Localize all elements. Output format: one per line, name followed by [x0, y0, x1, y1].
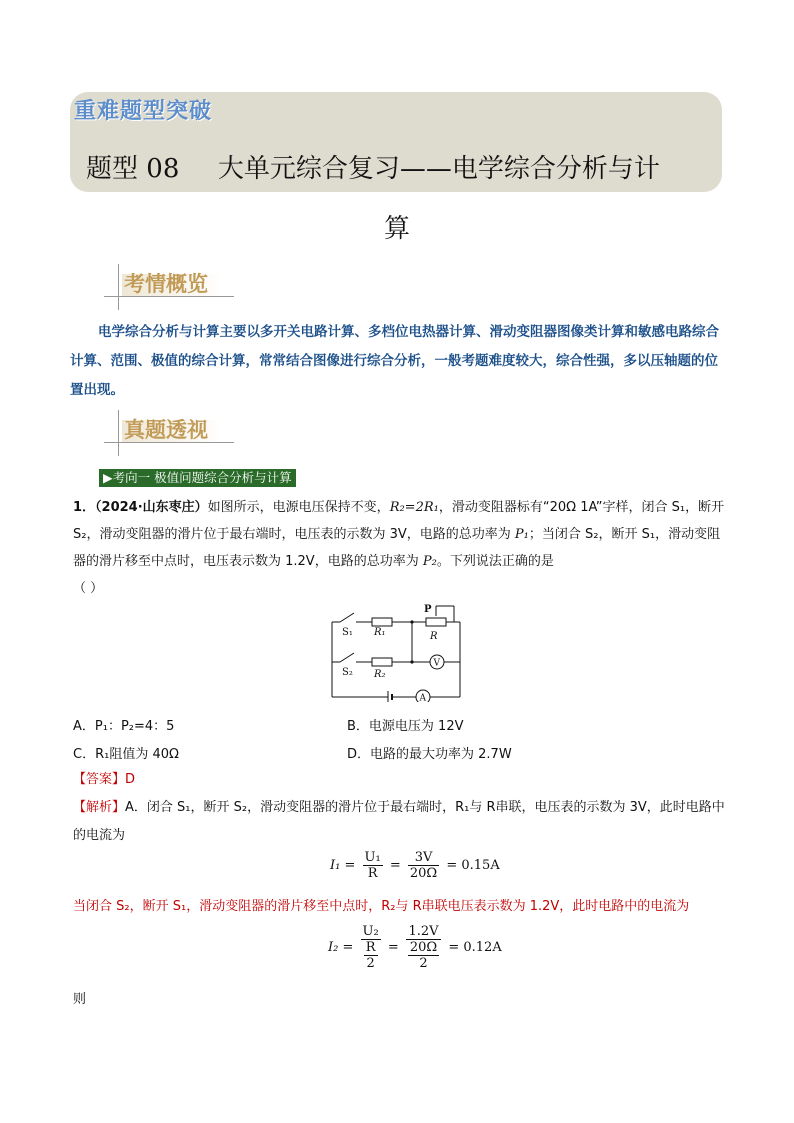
eq-den: 2: [419, 956, 428, 971]
question-text: [73, 494, 725, 602]
section-title: 考情概览: [124, 272, 208, 296]
question-number: 1．: [73, 500, 96, 515]
eq-frac: [363, 850, 383, 881]
title-continued: 算: [383, 214, 410, 244]
section-overview: [104, 264, 254, 310]
label-r2: R₂: [374, 669, 386, 680]
label-p: P: [424, 604, 432, 615]
eq-den: 20Ω: [409, 866, 438, 881]
label-r: R: [430, 631, 438, 642]
question-part: ，滑动变阻器标有“20Ω 1A”字样，闭合 S₁，断开 S₂，滑动变阻器的滑片位于最右端时，电压表的示数为 3V，电路的总功率为: [73, 500, 725, 542]
eq-rhs: = 0.12A: [448, 940, 502, 955]
title-prefix: 题型: [86, 154, 139, 184]
junction: [410, 620, 413, 623]
eq-subfrac: [364, 940, 378, 971]
answer-paren: （ ）: [73, 581, 104, 596]
title-main: 大单元综合复习——电学综合分析与计: [217, 154, 660, 184]
equation-2: [328, 924, 502, 971]
switch-s1-blade: [340, 613, 354, 622]
eq-lhs: I₁ =: [330, 858, 356, 873]
section-title: 真题透视: [124, 418, 208, 442]
answer: 【答案】D: [73, 772, 136, 787]
intro-paragraph: 电学综合分析与计算主要以多开关电路计算、多档位电热器计算、滑动变阻器图像类计算和敏感电路综合计算、范围、极值的综合计算，常常结合图像进行综合分析，一般考题难度较大，综合性强，多以压轴题的位置出现。: [70, 324, 719, 398]
resistor-r2: [372, 658, 392, 666]
topic-tag: ▶考向一 极值问题综合分析与计算: [99, 469, 296, 487]
option-b: B．电源电压为 12V: [347, 719, 464, 734]
section-vbar: [118, 410, 119, 456]
eq-mid: =: [387, 940, 399, 955]
eq-num: U₁: [364, 850, 381, 865]
banner-tag: 重难题型突破: [74, 99, 213, 124]
switch-s2-blade: [340, 653, 354, 662]
question-part: 。下列说法正确的是: [436, 554, 554, 569]
eq-num: U₂: [362, 924, 379, 939]
label-s1: S₁: [342, 627, 353, 638]
eq-frac: [406, 924, 441, 971]
resistor-r1: [372, 618, 392, 626]
eq-mid: =: [389, 858, 401, 873]
eq-lhs: I₂ =: [328, 940, 354, 955]
title-num: 08: [146, 154, 180, 184]
option-c: C．R₁阻值为 40Ω: [73, 747, 179, 762]
question-p1: P₁: [514, 527, 529, 542]
eq-frac: [408, 850, 439, 881]
question-formula: R₂=2R₁: [389, 500, 439, 515]
analysis-text1: A．闭合 S₁，断开 S₂，滑动变阻器的滑片位于最右端时，R₁与 R串联，电压表的示数为 3V，此时电路中的电流为: [73, 800, 725, 843]
eq-frac: [361, 924, 381, 971]
label-s2: S₂: [342, 667, 353, 678]
rheostat-r: [426, 618, 446, 626]
eq-subfrac: [408, 940, 439, 971]
eq-num: 3V: [408, 850, 439, 866]
eq-rhs: = 0.15A: [446, 858, 500, 873]
question-part: ；当闭合 S₂，断开 S₁，滑动变阻器的滑片移至中点时，电压表示数为 1.2V，电路的总功率为: [73, 527, 721, 569]
label-r1: R₁: [374, 627, 386, 638]
eq-num: 1.2V: [406, 924, 441, 940]
page-title: [86, 148, 660, 185]
eq-den: 2: [366, 956, 375, 971]
junction: [410, 660, 413, 663]
section-real: [104, 410, 254, 456]
label-v: V: [433, 658, 440, 669]
eq-num: 20Ω: [409, 940, 438, 955]
option-a: A．P₁：P₂=4：5: [73, 719, 175, 734]
eq-den: [406, 940, 441, 971]
question-part: 如图所示，电源电压保持不变，: [207, 500, 390, 515]
eq-den: R: [367, 866, 378, 881]
circuit-diagram: [330, 602, 465, 702]
section-vbar: [118, 264, 119, 310]
question-p2: P₂: [422, 554, 437, 569]
equation-1: [330, 850, 500, 881]
option-d: D．电路的最大功率为 2.7W: [347, 747, 512, 762]
analysis: [73, 794, 725, 850]
then-text: 则: [73, 992, 87, 1007]
eq-den: [361, 940, 381, 971]
question-source: （2024·山东枣庄）: [95, 500, 208, 515]
eq-num: R: [365, 940, 376, 955]
analysis-text2: 当闭合 S₂，断开 S₁，滑动变阻器的滑片移至中点时，R₂与 R串联电压表示数为 1.2V，此时电路中的电流为: [73, 899, 690, 914]
label-a: A: [419, 693, 426, 702]
analysis-label: 【解析】: [73, 800, 126, 815]
